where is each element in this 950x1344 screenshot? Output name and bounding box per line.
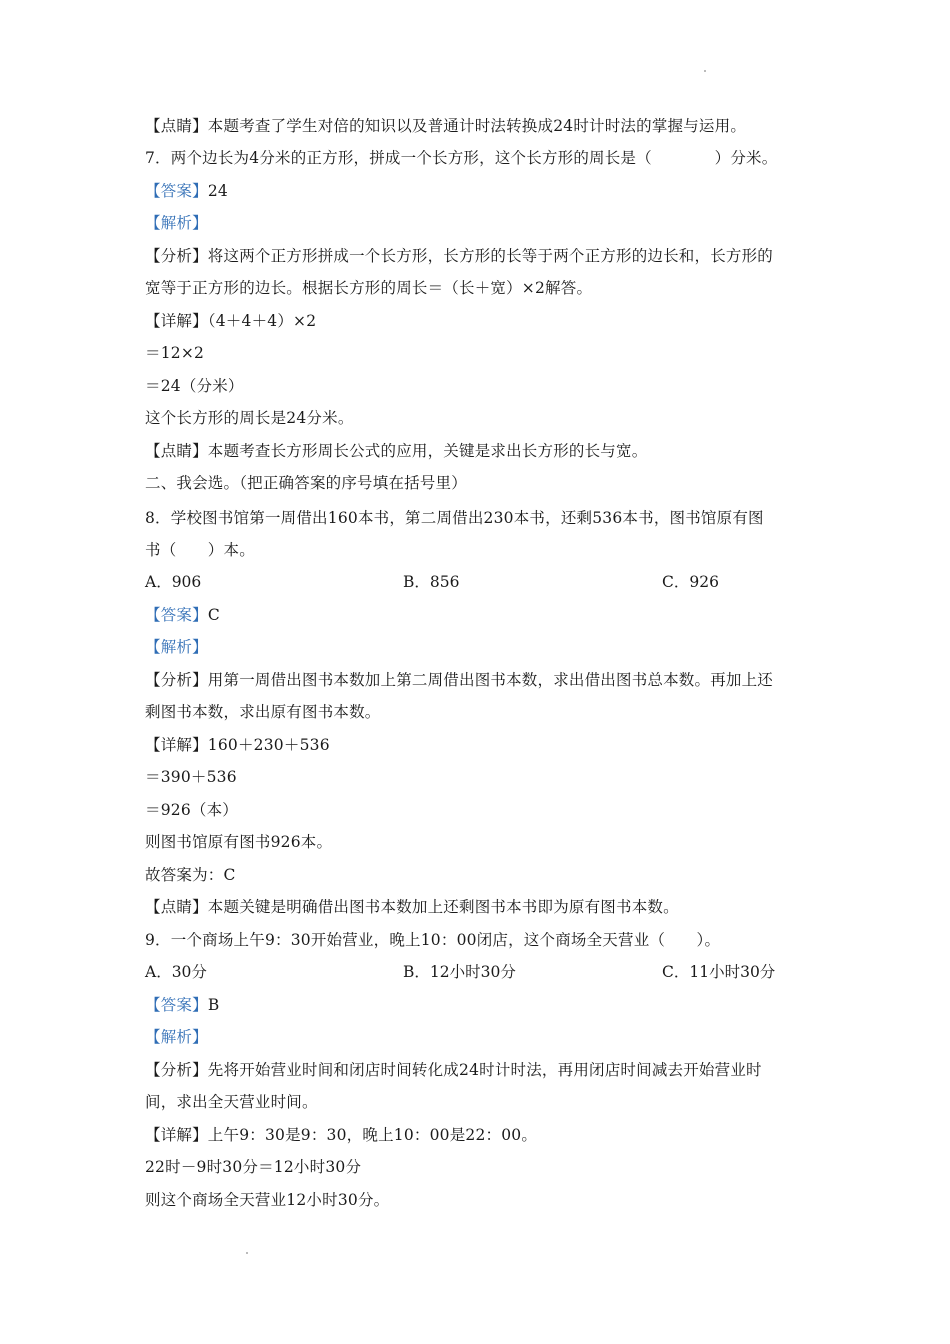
scan-dot	[704, 70, 706, 72]
text-line	[145, 860, 815, 890]
answer-value: 24	[207, 182, 228, 200]
line-text: ＝24（分米）	[145, 377, 244, 395]
text-line	[145, 436, 815, 466]
line-text: 则图书馆原有图书926本。	[145, 833, 333, 851]
line-text: ＝12×2	[145, 344, 205, 362]
line-text: 则这个商场全天营业12小时30分。	[145, 1191, 390, 1209]
text-line	[145, 1185, 815, 1215]
analysis-label: 【解析】	[145, 1028, 208, 1046]
question-7	[145, 143, 815, 173]
line-text: 二、我会选。（把正确答案的序号填在括号里）	[145, 474, 467, 492]
line-text: 【分析】将这两个正方形拼成一个长方形，长方形的长等于两个正方形的边长和，长方形的	[145, 247, 774, 265]
answer-line	[145, 600, 815, 630]
section-heading	[145, 468, 815, 498]
text-line	[145, 273, 815, 303]
text-line	[145, 306, 815, 336]
line-text: 【点睛】本题关键是明确借出图书本数加上还剩图书本书即为原有图书本数。	[145, 898, 679, 916]
q8-option-a: A．906	[145, 573, 202, 591]
line-text: 剩图书本数，求出原有图书本数。	[145, 703, 381, 721]
text-line	[145, 762, 815, 792]
q9-option-c: C．11小时30分	[662, 963, 776, 981]
line-text: 【详解】160＋230＋536	[145, 736, 330, 754]
text-line	[145, 535, 815, 565]
question-9	[145, 925, 815, 955]
line-text: 【详解】（4＋4＋4）×2	[145, 312, 317, 330]
line-text: 【点睛】本题考查长方形周长公式的应用，关键是求出长方形的长与宽。	[145, 442, 648, 460]
line-text: 【详解】上午9：30是9：30，晚上10：00是22：00。	[145, 1126, 538, 1144]
answer-value: B	[207, 996, 220, 1014]
line-text: 书（ ）本。	[145, 541, 255, 559]
line-text: 故答案为：C	[145, 866, 236, 884]
answer-line	[145, 990, 815, 1020]
text-line	[145, 730, 815, 760]
line-text: 【分析】用第一周借出图书本数加上第二周借出图书本数，求出借出图书总本数。再加上还	[145, 671, 774, 689]
text-line	[145, 697, 815, 727]
line-text: 8．学校图书馆第一周借出160本书，第二周借出230本书，还剩536本书，图书馆原有图	[145, 509, 764, 527]
answer-label: 【答案】	[145, 996, 208, 1014]
analysis-label-line	[145, 1022, 815, 1052]
answer-label: 【答案】	[145, 182, 208, 200]
answer-label: 【答案】	[145, 606, 208, 624]
text-line	[145, 111, 815, 141]
text-line	[145, 665, 815, 695]
q8-option-c: C．926	[662, 573, 719, 591]
line-text: 22时－9时30分＝12小时30分	[145, 1158, 362, 1176]
text-line	[145, 795, 815, 825]
q9-option-a: A．30分	[145, 963, 207, 981]
line-text: 【点睛】本题考查了学生对倍的知识以及普通计时法转换成24时计时法的掌握与运用。	[145, 117, 747, 135]
line-text: 【分析】先将开始营业时间和闭店时间转化成24时计时法，再用闭店时间减去开始营业时	[145, 1061, 762, 1079]
text-line	[145, 1120, 815, 1150]
text-line	[145, 403, 815, 433]
q9-options	[145, 957, 815, 987]
line-text: ＝926（本）	[145, 801, 238, 819]
q8-options	[145, 567, 815, 597]
text-line	[145, 241, 815, 271]
text-line	[145, 1055, 815, 1085]
q9-option-b: B．12小时30分	[403, 963, 516, 981]
analysis-label-line	[145, 208, 815, 238]
line-text: 间，求出全天营业时间。	[145, 1093, 318, 1111]
line-text: 宽等于正方形的边长。根据长方形的周长＝（长＋宽）×2解答。	[145, 279, 593, 297]
text-line	[145, 371, 815, 401]
q8-option-b: B．856	[403, 573, 460, 591]
line-text: 这个长方形的周长是24分米。	[145, 409, 354, 427]
analysis-label: 【解析】	[145, 638, 208, 656]
answer-value: C	[207, 606, 220, 624]
line-text: ＝390＋536	[145, 768, 237, 786]
text-line	[145, 338, 815, 368]
question-8	[145, 503, 815, 533]
line-text: 7．两个边长为4分米的正方形，拼成一个长方形，这个长方形的周长是（ ）分米。	[145, 149, 778, 167]
text-line	[145, 1087, 815, 1117]
text-line	[145, 827, 815, 857]
scan-dot	[246, 1252, 248, 1254]
analysis-label-line	[145, 632, 815, 662]
answer-line	[145, 176, 815, 206]
text-line	[145, 1152, 815, 1182]
text-line	[145, 892, 815, 922]
line-text: 9．一个商场上午9：30开始营业，晚上10：00闭店，这个商场全天营业（ ）。	[145, 931, 721, 949]
analysis-label: 【解析】	[145, 214, 208, 232]
